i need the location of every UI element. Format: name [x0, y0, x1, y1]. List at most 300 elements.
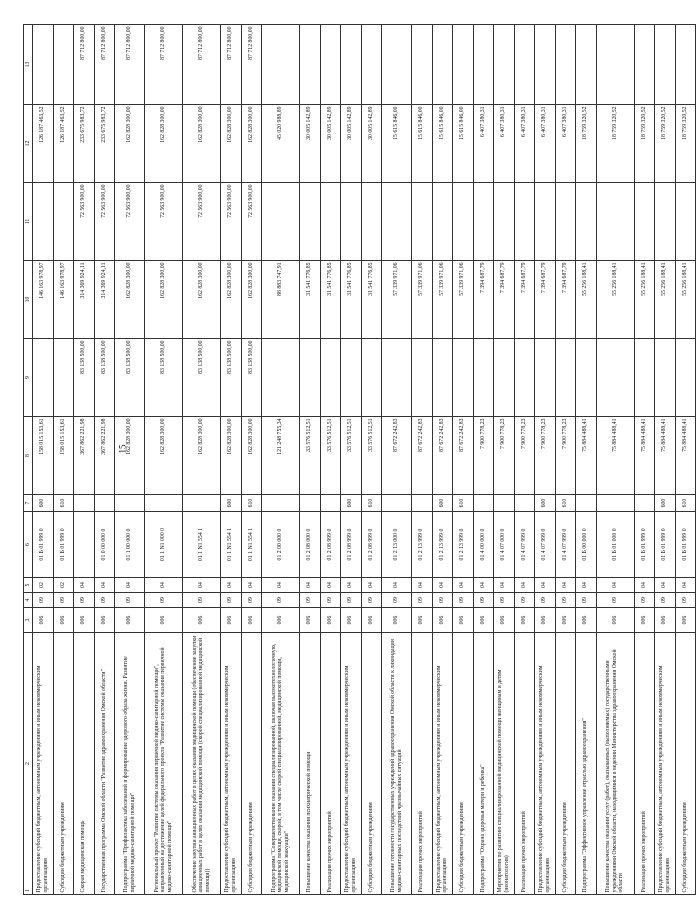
col-amount: 87 712 800,00 [241, 25, 262, 105]
col-subsection: 04 [412, 578, 433, 593]
col-amount: 83 138 500,00 [183, 339, 221, 417]
table-row [262, 25, 300, 895]
table-row [74, 25, 95, 895]
col-amount: 7 900 778,23 [494, 417, 515, 495]
col-target-article: 01 2 13 000 0 [382, 512, 412, 578]
col-amount: 15 615 846,00 [412, 105, 433, 183]
col-expense-type [382, 495, 412, 512]
col-target-article: 01 Б 01 999 0 [675, 512, 696, 578]
col-subsection: 04 [94, 578, 115, 593]
col-code: 006 [221, 608, 242, 633]
col-subsection: 04 [74, 578, 95, 593]
col-amount [262, 25, 300, 105]
col-subsection: 04 [432, 578, 453, 593]
col-amount [473, 183, 494, 261]
col-amount: 314 369 924,11 [74, 261, 95, 339]
col-amount [514, 25, 535, 105]
row-name: Реализация прочих мероприятий [320, 633, 341, 895]
col-amount: 7 394 687,79 [473, 261, 494, 339]
col-section: 09 [53, 593, 74, 608]
col-amount [412, 25, 433, 105]
col-amount: 146 163 978,97 [33, 261, 54, 339]
col-section: 09 [341, 593, 362, 608]
col-amount [473, 25, 494, 105]
col-amount [494, 25, 515, 105]
col-amount: 233 675 983,72 [74, 105, 95, 183]
col-amount [361, 183, 382, 261]
col-subsection: 04 [494, 578, 515, 593]
row-name: Повышение готовности государственных учреждений здравоохранения Омской области к ликвидации медико-санитарных последствий чрезвычайных ситуаций [382, 633, 412, 895]
col-amount: 158 015 153,61 [33, 417, 54, 495]
rotated-table-container [23, 25, 688, 895]
col-amount [432, 339, 453, 417]
row-name: Предоставление субсидий бюджетным, автономным учреждениям и иным некоммерческим организациям [221, 633, 242, 895]
col-subsection: 04 [382, 578, 412, 593]
col-expense-type: 610 [675, 495, 696, 512]
table-row [94, 25, 115, 895]
col-amount: 72 563 900,00 [74, 183, 95, 261]
col-amount [453, 339, 474, 417]
col-section: 09 [596, 593, 634, 608]
col-amount: 87 672 242,83 [432, 417, 453, 495]
col-amount [432, 25, 453, 105]
table-row [183, 25, 221, 895]
col-expense-type [115, 495, 145, 512]
col-amount: 83 138 500,00 [115, 339, 145, 417]
col-amount: 72 563 900,00 [145, 183, 183, 261]
table-row [514, 25, 535, 895]
col-section: 09 [453, 593, 474, 608]
col-amount [382, 183, 412, 261]
col-amount [535, 25, 556, 105]
row-name: Реализация прочих мероприятий [412, 633, 433, 895]
col-amount: 146 163 978,97 [53, 261, 74, 339]
row-name: Реализация прочих мероприятий [514, 633, 535, 895]
col-amount [596, 183, 634, 261]
col-amount: 75 884 488,41 [576, 417, 597, 495]
col-amount: 87 712 800,00 [74, 25, 95, 105]
table-row [361, 25, 382, 895]
table-row [53, 25, 74, 895]
col-amount: 31 541 776,85 [320, 261, 341, 339]
col-amount [262, 339, 300, 417]
table-row [241, 25, 262, 895]
table-row [473, 25, 494, 895]
col-amount: 6 407 380,31 [555, 105, 576, 183]
col-amount: 87 672 242,83 [412, 417, 433, 495]
col-amount [596, 25, 634, 105]
col-target-article: 01 Б 01 999 0 [33, 512, 54, 578]
col-amount: 31 541 776,85 [300, 261, 321, 339]
col-amount [576, 339, 597, 417]
col-amount: 30 005 142,89 [361, 105, 382, 183]
col-amount: 55 256 188,41 [576, 261, 597, 339]
col-section: 09 [514, 593, 535, 608]
header-row [24, 25, 33, 895]
col-code: 006 [94, 608, 115, 633]
col-expense-type [412, 495, 433, 512]
col-expense-type [494, 495, 515, 512]
row-name: Мероприятия по развитию специализированной медицинской помощи женщинам и детям (неонатология) [494, 633, 515, 895]
col-code: 006 [361, 608, 382, 633]
row-name: Реализация прочих мероприятий [634, 633, 655, 895]
row-name: Предоставление субсидий бюджетным, автономным учреждениям и иным некоммерческим организациям [33, 633, 54, 895]
col-code: 006 [115, 608, 145, 633]
col-amount [535, 183, 556, 261]
col-amount [576, 183, 597, 261]
col-subsection: 04 [453, 578, 474, 593]
col-code: 006 [576, 608, 597, 633]
col-amount: 7 394 687,79 [494, 261, 515, 339]
col-amount: 162 828 300,00 [241, 105, 262, 183]
col-expense-type: 610 [241, 495, 262, 512]
col-expense-type: 610 [361, 495, 382, 512]
col-amount: 7 900 778,23 [514, 417, 535, 495]
col-subsection: 04 [576, 578, 597, 593]
header-cell: 11 [24, 183, 33, 261]
col-amount: 87 712 800,00 [221, 25, 242, 105]
col-code: 006 [241, 608, 262, 633]
col-code: 006 [675, 608, 696, 633]
col-code: 006 [145, 608, 183, 633]
row-name: Предоставление субсидий бюджетным, автономным учреждениям и иным некоммерческим организациям [535, 633, 556, 895]
row-name: Субсидии бюджетным учреждениям [453, 633, 474, 895]
col-section: 09 [262, 593, 300, 608]
col-section: 09 [382, 593, 412, 608]
col-amount: 162 828 300,00 [145, 261, 183, 339]
row-name: Подпрограмма "Охрана здоровья матери и ребенка" [473, 633, 494, 895]
col-amount: 55 256 188,41 [596, 261, 634, 339]
col-expense-type: 610 [453, 495, 474, 512]
col-amount: 87 672 242,83 [453, 417, 474, 495]
col-amount: 7 394 687,79 [555, 261, 576, 339]
col-expense-type [94, 495, 115, 512]
col-expense-type: 610 [555, 495, 576, 512]
col-amount: 18 759 320,52 [655, 105, 676, 183]
col-amount [300, 25, 321, 105]
col-code: 006 [655, 608, 676, 633]
col-amount [675, 339, 696, 417]
col-amount [634, 339, 655, 417]
col-amount [453, 183, 474, 261]
col-amount [320, 25, 341, 105]
col-amount [555, 339, 576, 417]
col-expense-type: 600 [432, 495, 453, 512]
col-subsection: 04 [535, 578, 556, 593]
col-expense-type [145, 495, 183, 512]
col-target-article: 01 Б 01 999 0 [634, 512, 655, 578]
col-section: 09 [655, 593, 676, 608]
table-row [115, 25, 145, 895]
col-section: 09 [535, 593, 556, 608]
col-target-article: 01 4 00 000 0 [473, 512, 494, 578]
col-amount [262, 183, 300, 261]
col-code: 006 [514, 608, 535, 633]
col-subsection: 04 [320, 578, 341, 593]
header-cell: 6 [24, 512, 33, 578]
col-section: 09 [634, 593, 655, 608]
col-amount [412, 183, 433, 261]
col-amount [33, 25, 54, 105]
col-expense-type: 600 [655, 495, 676, 512]
col-subsection: 04 [634, 578, 655, 593]
col-amount [53, 183, 74, 261]
col-amount: 33 576 512,51 [361, 417, 382, 495]
col-code: 006 [596, 608, 634, 633]
col-code: 006 [494, 608, 515, 633]
col-section: 09 [473, 593, 494, 608]
row-name: Предоставление субсидий бюджетным, автономным учреждениям и иным некоммерческим организациям [341, 633, 362, 895]
col-target-article: 01 Б 01 999 0 [53, 512, 74, 578]
col-section: 09 [33, 593, 54, 608]
table-row [634, 25, 655, 895]
col-amount: 87 712 800,00 [145, 25, 183, 105]
col-subsection: 04 [145, 578, 183, 593]
col-code: 006 [473, 608, 494, 633]
row-name: Повышение качества оказания услуг (работ), оказываемых (выполняемых) государственными учреждениями Омской области, находящимися в ведении Министерства здравоохранения Омской области [596, 633, 634, 895]
col-amount: 31 541 776,85 [361, 261, 382, 339]
col-code: 006 [183, 608, 221, 633]
col-amount: 72 563 900,00 [94, 183, 115, 261]
col-amount: 18 759 320,52 [576, 105, 597, 183]
col-amount: 15 615 846,00 [453, 105, 474, 183]
col-amount: 31 541 776,85 [341, 261, 362, 339]
col-amount: 87 712 800,00 [94, 25, 115, 105]
col-section: 09 [320, 593, 341, 608]
row-name: Субсидии бюджетным учреждениям [361, 633, 382, 895]
col-section: 09 [494, 593, 515, 608]
col-amount: 7 900 778,23 [555, 417, 576, 495]
header-cell-name [24, 633, 33, 895]
col-target-article: 01 2 08 999 0 [320, 512, 341, 578]
header-cell: 7 [24, 495, 33, 512]
col-amount: 15 615 846,00 [432, 105, 453, 183]
col-code: 006 [412, 608, 433, 633]
col-expense-type: 600 [221, 495, 242, 512]
col-amount: 6 407 380,31 [535, 105, 556, 183]
col-amount: 45 020 988,89 [262, 105, 300, 183]
col-amount: 83 138 500,00 [145, 339, 183, 417]
table-row [596, 25, 634, 895]
col-target-article: 01 2 13 999 0 [412, 512, 433, 578]
col-target-article: 01 1 N1 554 1 [241, 512, 262, 578]
col-amount: 57 339 971,06 [432, 261, 453, 339]
row-name: Скорая медицинская помощь [74, 633, 95, 895]
col-amount: 162 828 300,00 [115, 261, 145, 339]
col-code: 006 [320, 608, 341, 633]
col-amount: 83 138 500,00 [221, 339, 242, 417]
row-name: Региональный проект "Развитие системы оказания первичной медико-санитарной помощи", направленный на достижение целей федерального проекта "Развитие системы оказания первичной медико-санитарной помощи" [145, 633, 183, 895]
col-amount: 162 828 300,00 [115, 105, 145, 183]
col-amount: 75 884 488,41 [675, 417, 696, 495]
col-section: 09 [412, 593, 433, 608]
row-name: Субсидии бюджетным учреждениям [53, 633, 74, 895]
col-target-article: 01 2 13 999 0 [453, 512, 474, 578]
table-row [432, 25, 453, 895]
col-amount: 7 900 778,23 [535, 417, 556, 495]
col-target-article: 01 4 07 999 0 [535, 512, 556, 578]
col-amount: 162 828 300,00 [115, 417, 145, 495]
col-subsection: 04 [473, 578, 494, 593]
col-section: 09 [221, 593, 242, 608]
col-amount: 83 138 500,00 [94, 339, 115, 417]
col-amount: 72 563 900,00 [183, 183, 221, 261]
col-amount: 7 900 778,23 [473, 417, 494, 495]
col-amount [555, 25, 576, 105]
col-subsection: 04 [115, 578, 145, 593]
col-target-article: 01 2 00 000 0 [262, 512, 300, 578]
col-target-article: 01 1 00 000 0 [115, 512, 145, 578]
col-expense-type [320, 495, 341, 512]
col-amount: 75 884 488,41 [634, 417, 655, 495]
col-amount: 72 563 900,00 [221, 183, 242, 261]
header-label: 2 [24, 762, 31, 765]
col-amount: 55 256 188,41 [634, 261, 655, 339]
table-row [655, 25, 676, 895]
col-target-article: 01 1 N1 554 1 [221, 512, 242, 578]
row-name: Обеспечение закупки авиационных работ в целях оказания медицинской помощи (обеспечение закупки авиационных работ в целях оказания медицинской помощи (скорой специализированной медицинской помощи)) [183, 633, 221, 895]
col-expense-type [183, 495, 221, 512]
col-amount [514, 183, 535, 261]
table-row [300, 25, 321, 895]
col-section: 09 [576, 593, 597, 608]
col-expense-type: 610 [53, 495, 74, 512]
col-subsection: 04 [596, 578, 634, 593]
col-amount [555, 183, 576, 261]
col-amount: 6 407 380,31 [473, 105, 494, 183]
col-amount: 6 407 380,31 [494, 105, 515, 183]
col-target-article: 01 4 07 999 0 [555, 512, 576, 578]
table-row [535, 25, 556, 895]
col-amount: 87 712 800,00 [115, 25, 145, 105]
header-cell: 8 [24, 417, 33, 495]
row-name: Подпрограмма "Эффективное управление отраслью здравоохранения" [576, 633, 597, 895]
col-section: 09 [74, 593, 95, 608]
col-amount [341, 339, 362, 417]
col-section: 09 [432, 593, 453, 608]
col-amount [453, 25, 474, 105]
col-amount [53, 339, 74, 417]
table-row [453, 25, 474, 895]
col-target-article: 01 2 08 999 0 [361, 512, 382, 578]
col-amount: 83 138 500,00 [74, 339, 95, 417]
header-cell: 4 [24, 593, 33, 608]
header-cell: 9 [24, 339, 33, 417]
col-amount: 18 759 320,52 [596, 105, 634, 183]
col-code: 006 [53, 608, 74, 633]
table-row [320, 25, 341, 895]
table-row [221, 25, 242, 895]
row-name: Субсидии бюджетным учреждениям [241, 633, 262, 895]
col-target-article: 01 Б 00 000 0 [576, 512, 597, 578]
col-amount: 18 759 320,52 [634, 105, 655, 183]
col-subsection: 04 [555, 578, 576, 593]
col-expense-type [596, 495, 634, 512]
col-section: 09 [183, 593, 221, 608]
col-amount [655, 25, 676, 105]
col-amount: 55 256 188,41 [655, 261, 676, 339]
col-subsection: 02 [53, 578, 74, 593]
col-subsection: 04 [262, 578, 300, 593]
table-row [494, 25, 515, 895]
col-amount: 30 005 142,89 [300, 105, 321, 183]
col-expense-type [514, 495, 535, 512]
col-amount: 75 884 488,41 [655, 417, 676, 495]
col-expense-type: 600 [33, 495, 54, 512]
col-section: 09 [300, 593, 321, 608]
col-amount: 18 759 320,52 [675, 105, 696, 183]
col-code: 006 [432, 608, 453, 633]
col-amount: 33 576 512,51 [341, 417, 362, 495]
col-target-article: 01 1 N1 554 1 [183, 512, 221, 578]
col-amount [473, 339, 494, 417]
col-code: 006 [382, 608, 412, 633]
col-amount: 162 828 300,00 [221, 261, 242, 339]
col-subsection: 04 [341, 578, 362, 593]
col-amount [412, 339, 433, 417]
col-subsection: 04 [514, 578, 535, 593]
col-target-article: 01 2 08 000 0 [300, 512, 321, 578]
col-section: 09 [241, 593, 262, 608]
col-subsection: 04 [300, 578, 321, 593]
col-expense-type: 600 [341, 495, 362, 512]
col-amount: 33 576 512,51 [320, 417, 341, 495]
col-expense-type [300, 495, 321, 512]
header-cell: 12 [24, 105, 33, 183]
row-name: Государственная программа Омской области "Развитие здравоохранения Омской области" [94, 633, 115, 895]
col-code: 006 [453, 608, 474, 633]
col-code: 006 [300, 608, 321, 633]
col-section: 09 [675, 593, 696, 608]
col-amount: 30 005 142,89 [341, 105, 362, 183]
header-cell: 3 [24, 608, 33, 633]
row-name: Субсидии бюджетным учреждениям [555, 633, 576, 895]
col-amount: 233 675 983,72 [94, 105, 115, 183]
col-amount: 57 339 971,06 [412, 261, 433, 339]
col-amount: 162 828 300,00 [241, 417, 262, 495]
col-subsection: 04 [655, 578, 676, 593]
col-amount: 126 187 463,52 [33, 105, 54, 183]
col-amount: 83 138 500,00 [241, 339, 262, 417]
col-amount: 126 187 463,52 [53, 105, 74, 183]
table-row [675, 25, 696, 895]
col-subsection: 04 [183, 578, 221, 593]
col-expense-type [74, 495, 95, 512]
col-target-article: 01 4 07 999 0 [514, 512, 535, 578]
col-amount [341, 183, 362, 261]
col-amount: 162 828 300,00 [183, 261, 221, 339]
col-amount: 55 256 188,41 [675, 261, 696, 339]
col-amount: 15 615 846,00 [382, 105, 412, 183]
header-cell: 5 [24, 578, 33, 593]
col-amount: 72 563 900,00 [241, 183, 262, 261]
col-amount [33, 339, 54, 417]
col-subsection: 04 [361, 578, 382, 593]
col-amount: 162 828 300,00 [221, 417, 242, 495]
col-amount [596, 339, 634, 417]
col-amount: 314 369 924,11 [94, 261, 115, 339]
col-amount [655, 339, 676, 417]
col-amount: 87 672 242,83 [382, 417, 412, 495]
col-subsection: 04 [241, 578, 262, 593]
header-label: 1 [24, 889, 31, 892]
table-row [382, 25, 412, 895]
col-amount [53, 25, 74, 105]
col-target-article: 01 0 00 000 0 [94, 512, 115, 578]
col-amount: 162 828 300,00 [145, 105, 183, 183]
col-amount [361, 25, 382, 105]
col-amount [494, 339, 515, 417]
